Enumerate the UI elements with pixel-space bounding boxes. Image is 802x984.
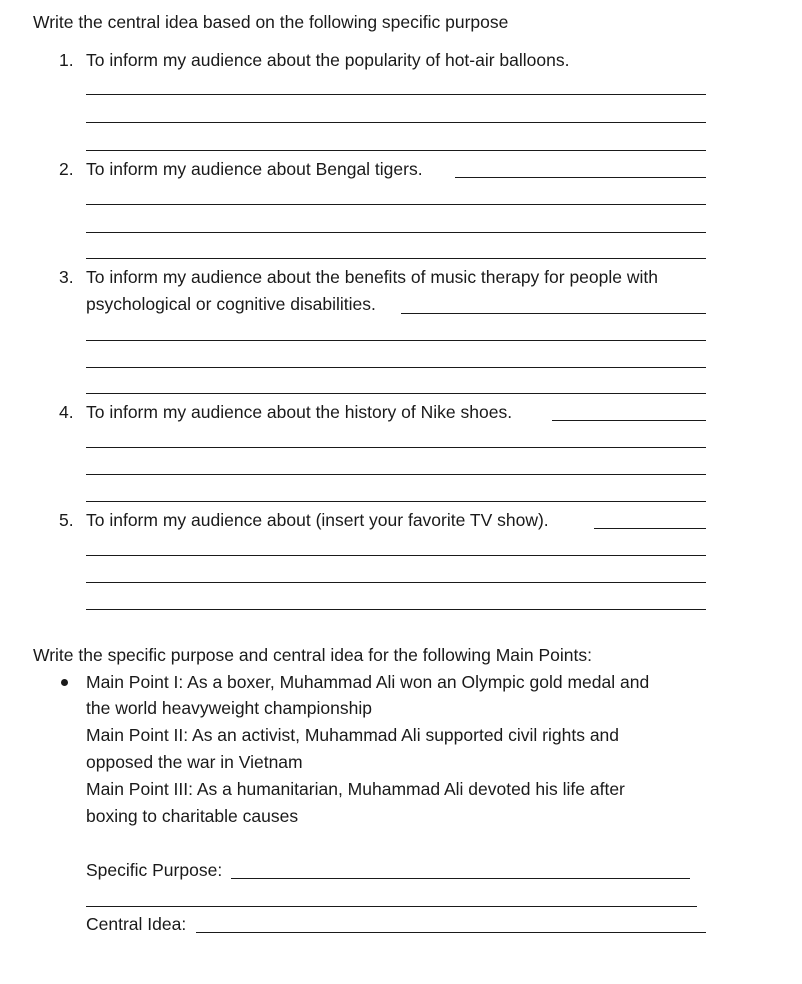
answer-line[interactable] <box>86 609 706 610</box>
specific-purpose-label: Specific Purpose: <box>86 860 223 880</box>
section1-heading: Write the central idea based on the following specific purpose <box>33 12 509 32</box>
main-point-text: the world heavyweight championship <box>86 698 372 718</box>
answer-line[interactable] <box>86 122 706 123</box>
main-point-text: Main Point II: As an activist, Muhammad Ali supported civil rights and <box>86 725 620 745</box>
specific-purpose-line[interactable] <box>86 906 697 907</box>
item-number: 1. <box>59 50 74 70</box>
answer-line[interactable] <box>86 555 706 556</box>
answer-line[interactable] <box>86 501 706 502</box>
item-prompt: To inform my audience about (insert your favorite TV show). <box>86 510 549 530</box>
answer-line[interactable] <box>86 204 706 205</box>
item-number: 3. <box>59 267 74 287</box>
main-point-text: opposed the war in Vietnam <box>86 752 303 772</box>
answer-line[interactable] <box>552 420 706 421</box>
main-point-text: boxing to charitable causes <box>86 806 299 826</box>
item-number: 4. <box>59 402 74 422</box>
answer-line[interactable] <box>86 150 706 151</box>
item-prompt: To inform my audience about Bengal tigers. <box>86 159 423 179</box>
answer-line[interactable] <box>86 258 706 259</box>
answer-line[interactable] <box>86 232 706 233</box>
answer-line[interactable] <box>455 177 706 178</box>
answer-line[interactable] <box>86 447 706 448</box>
bullet-icon <box>61 679 68 686</box>
item-number: 5. <box>59 510 74 530</box>
answer-line[interactable] <box>594 528 706 529</box>
answer-line[interactable] <box>401 313 706 314</box>
section2-heading: Write the specific purpose and central idea for the following Main Points: <box>33 645 593 665</box>
central-idea-label: Central Idea: <box>86 914 187 934</box>
answer-line[interactable] <box>86 340 706 341</box>
answer-line[interactable] <box>86 474 706 475</box>
item-prompt: To inform my audience about the benefits of music therapy for people with <box>86 267 658 287</box>
answer-line[interactable] <box>86 367 706 368</box>
answer-line[interactable] <box>86 393 706 394</box>
answer-line[interactable] <box>86 582 706 583</box>
central-idea-line[interactable] <box>196 932 706 933</box>
item-number: 2. <box>59 159 74 179</box>
main-point-text: Main Point III: As a humanitarian, Muhammad Ali devoted his life after <box>86 779 625 799</box>
item-prompt: To inform my audience about the history of Nike shoes. <box>86 402 513 422</box>
answer-line[interactable] <box>86 94 706 95</box>
item-prompt: To inform my audience about the popularity of hot-air balloons. <box>86 50 570 70</box>
specific-purpose-line[interactable] <box>231 878 690 879</box>
main-point-text: Main Point I: As a boxer, Muhammad Ali won an Olympic gold medal and <box>86 672 650 692</box>
item-prompt-continued: psychological or cognitive disabilities. <box>86 294 376 314</box>
